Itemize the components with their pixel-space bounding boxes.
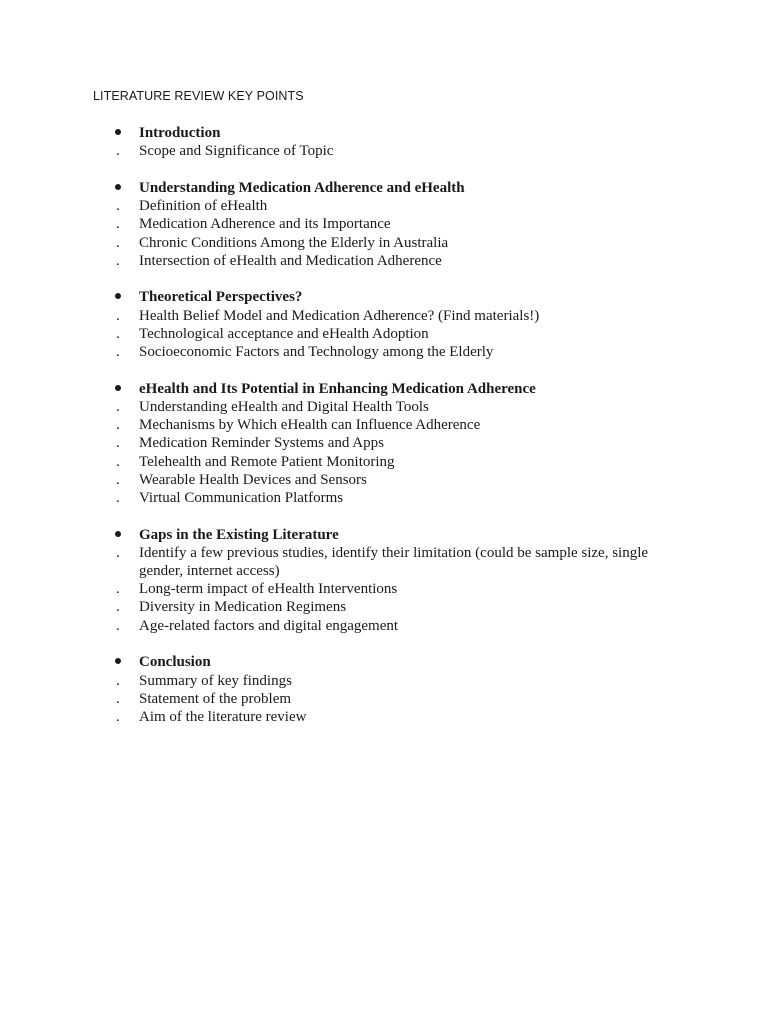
list-item-text: Aim of the literature review	[139, 708, 307, 725]
section-introduction	[0, 124, 768, 160]
section-heading	[0, 526, 768, 544]
list-item-text: Telehealth and Remote Patient Monitoring	[139, 453, 395, 470]
sub-bullet-icon: .	[116, 489, 120, 506]
bullet-icon	[115, 184, 121, 190]
sub-bullet-icon: .	[116, 198, 120, 215]
sub-bullet-icon: .	[116, 325, 120, 342]
list-item	[0, 343, 768, 361]
list-item	[0, 307, 768, 325]
list-item-text: Age-related factors and digital engagement	[139, 617, 399, 634]
section-heading-text: Conclusion	[139, 654, 211, 671]
list-item	[0, 142, 768, 160]
list-item	[0, 453, 768, 471]
list-item	[0, 544, 768, 580]
list-item-text: Scope and Significance of Topic	[139, 143, 334, 160]
list-item-text: Summary of key findings	[139, 672, 292, 689]
sub-bullet-icon: .	[116, 234, 120, 251]
sub-bullet-icon: .	[116, 417, 120, 434]
sub-bullet-icon: .	[116, 708, 120, 725]
list-item-text: Socioeconomic Factors and Technology among the Elderly	[139, 344, 494, 361]
list-item	[0, 215, 768, 233]
list-item	[0, 708, 768, 726]
list-item-text: Medication Reminder Systems and Apps	[139, 435, 384, 452]
list-item-text: Mechanisms by Which eHealth can Influence Adherence	[139, 417, 481, 434]
sub-bullet-icon: .	[116, 471, 120, 488]
list-item-text: Medication Adherence and its Importance	[139, 216, 391, 233]
document-title: LITERATURE REVIEW KEY POINTS	[93, 89, 304, 103]
section-understanding-medication-adherence	[0, 179, 768, 270]
bullet-icon	[115, 293, 121, 299]
sub-bullet-icon: .	[116, 435, 120, 452]
section-heading-text: eHealth and Its Potential in Enhancing Medication Adherence	[139, 380, 536, 397]
list-item-text: Technological acceptance and eHealth Adoption	[139, 325, 429, 342]
bullet-icon	[115, 658, 121, 664]
section-ehealth-potential	[0, 380, 768, 507]
list-item	[0, 690, 768, 708]
section-heading	[0, 179, 768, 197]
sub-bullet-icon: .	[116, 307, 120, 324]
list-item-text: Identify a few previous studies, identify their limitation (could be sample size, single gender, internet access)	[139, 544, 649, 580]
sub-bullet-icon: .	[116, 599, 120, 616]
list-item	[0, 325, 768, 343]
section-heading-text: Introduction	[139, 125, 221, 141]
list-item	[0, 416, 768, 434]
sub-bullet-icon: .	[116, 690, 120, 707]
list-item-text: Understanding eHealth and Digital Health Tools	[139, 398, 429, 415]
list-item	[0, 398, 768, 416]
list-item	[0, 598, 768, 616]
list-item	[0, 252, 768, 270]
list-item-text: Health Belief Model and Medication Adherence? (Find materials!)	[139, 307, 540, 324]
list-item-text: Long-term impact of eHealth Interventions	[139, 581, 398, 598]
bullet-icon	[115, 385, 121, 391]
list-item-text: Intersection of eHealth and Medication Adherence	[139, 252, 442, 269]
section-heading	[0, 653, 768, 671]
section-heading	[0, 288, 768, 306]
list-item	[0, 672, 768, 690]
list-item-text: Virtual Communication Platforms	[139, 489, 344, 506]
list-item	[0, 434, 768, 452]
list-item	[0, 617, 768, 635]
list-item-text: Wearable Health Devices and Sensors	[139, 471, 367, 488]
sub-bullet-icon: .	[116, 617, 120, 634]
list-item-text: Definition of eHealth	[139, 198, 268, 215]
bullet-icon	[115, 129, 121, 135]
sub-bullet-icon: .	[116, 672, 120, 689]
section-heading	[0, 380, 768, 398]
list-item-text: Statement of the problem	[139, 690, 292, 707]
sub-bullet-icon: .	[116, 398, 120, 415]
section-heading-text: Gaps in the Existing Literature	[139, 526, 339, 543]
sections-list	[0, 124, 768, 745]
section-gaps-in-literature	[0, 526, 768, 635]
section-heading-text: Theoretical Perspectives?	[139, 289, 303, 306]
section-heading-text: Understanding Medication Adherence and eHealth	[139, 179, 465, 196]
sub-bullet-icon: .	[116, 344, 120, 361]
sub-bullet-icon: .	[116, 252, 120, 269]
list-item-text: Diversity in Medication Regimens	[139, 599, 347, 616]
list-item	[0, 489, 768, 507]
sub-bullet-icon: .	[116, 143, 120, 160]
sub-bullet-icon: .	[116, 453, 120, 470]
sub-bullet-icon: .	[116, 581, 120, 598]
list-item	[0, 471, 768, 489]
bullet-icon	[115, 531, 121, 537]
sub-bullet-icon: .	[116, 216, 120, 233]
list-item	[0, 234, 768, 252]
section-theoretical-perspectives	[0, 288, 768, 361]
list-item-text: Chronic Conditions Among the Elderly in Australia	[139, 234, 449, 251]
list-item	[0, 580, 768, 598]
section-heading	[0, 124, 768, 142]
section-conclusion	[0, 653, 768, 726]
sub-bullet-icon: .	[116, 544, 120, 561]
list-item	[0, 197, 768, 215]
